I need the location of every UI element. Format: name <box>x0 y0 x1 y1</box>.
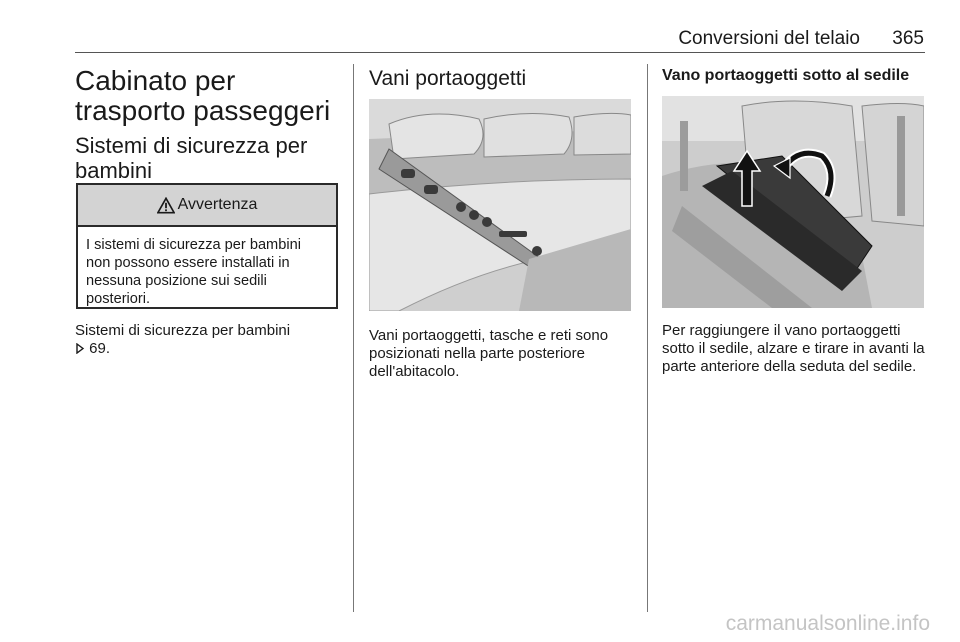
warning-box <box>76 183 338 309</box>
page-number: 365 <box>892 28 924 49</box>
column-divider-2 <box>647 64 648 612</box>
warning-triangle-icon <box>157 197 175 214</box>
warning-header <box>78 185 336 227</box>
warning-title: Avvertenza <box>177 196 258 213</box>
storage-paragraph: Vani portaoggetti, tasche e reti sono posizionati nella parte posteriore dell'abitacolo. <box>369 327 609 380</box>
header-rule <box>75 52 925 53</box>
under-seat-photo-illustration <box>662 96 924 308</box>
under-seat-storage-image <box>662 96 924 308</box>
watermark: carmanualsonline.info <box>725 612 930 635</box>
rear-seat-storage-image <box>369 99 631 311</box>
under-seat-heading: Vano portaoggetti sotto al sedile <box>662 67 910 84</box>
cross-reference <box>75 322 340 358</box>
under-seat-paragraph: Per raggiungere il vano portaoggetti sotto il sedile, alzare e tirare in avanti la parte anteriore della seduta del sedile. <box>662 322 925 375</box>
column-divider-1 <box>353 64 354 612</box>
storage-photo-illustration <box>369 99 631 311</box>
page-reference-link[interactable]: 69. <box>89 340 111 357</box>
section-heading: Cabinato per trasporto passeggeri <box>75 65 331 126</box>
warning-text: I sistemi di sicurezza per bambini non possono essere installati in nessuna posizione sui sedili posteriori. <box>86 237 301 307</box>
storage-heading: Vani portaoggetti <box>369 67 527 90</box>
cross-reference-text: Sistemi di sicurezza per bambini <box>75 322 291 339</box>
page-reference-icon <box>75 343 85 354</box>
running-title: Conversioni del telaio <box>678 28 860 49</box>
subsection-heading: Sistemi di sicurezza per bambini <box>75 133 308 183</box>
